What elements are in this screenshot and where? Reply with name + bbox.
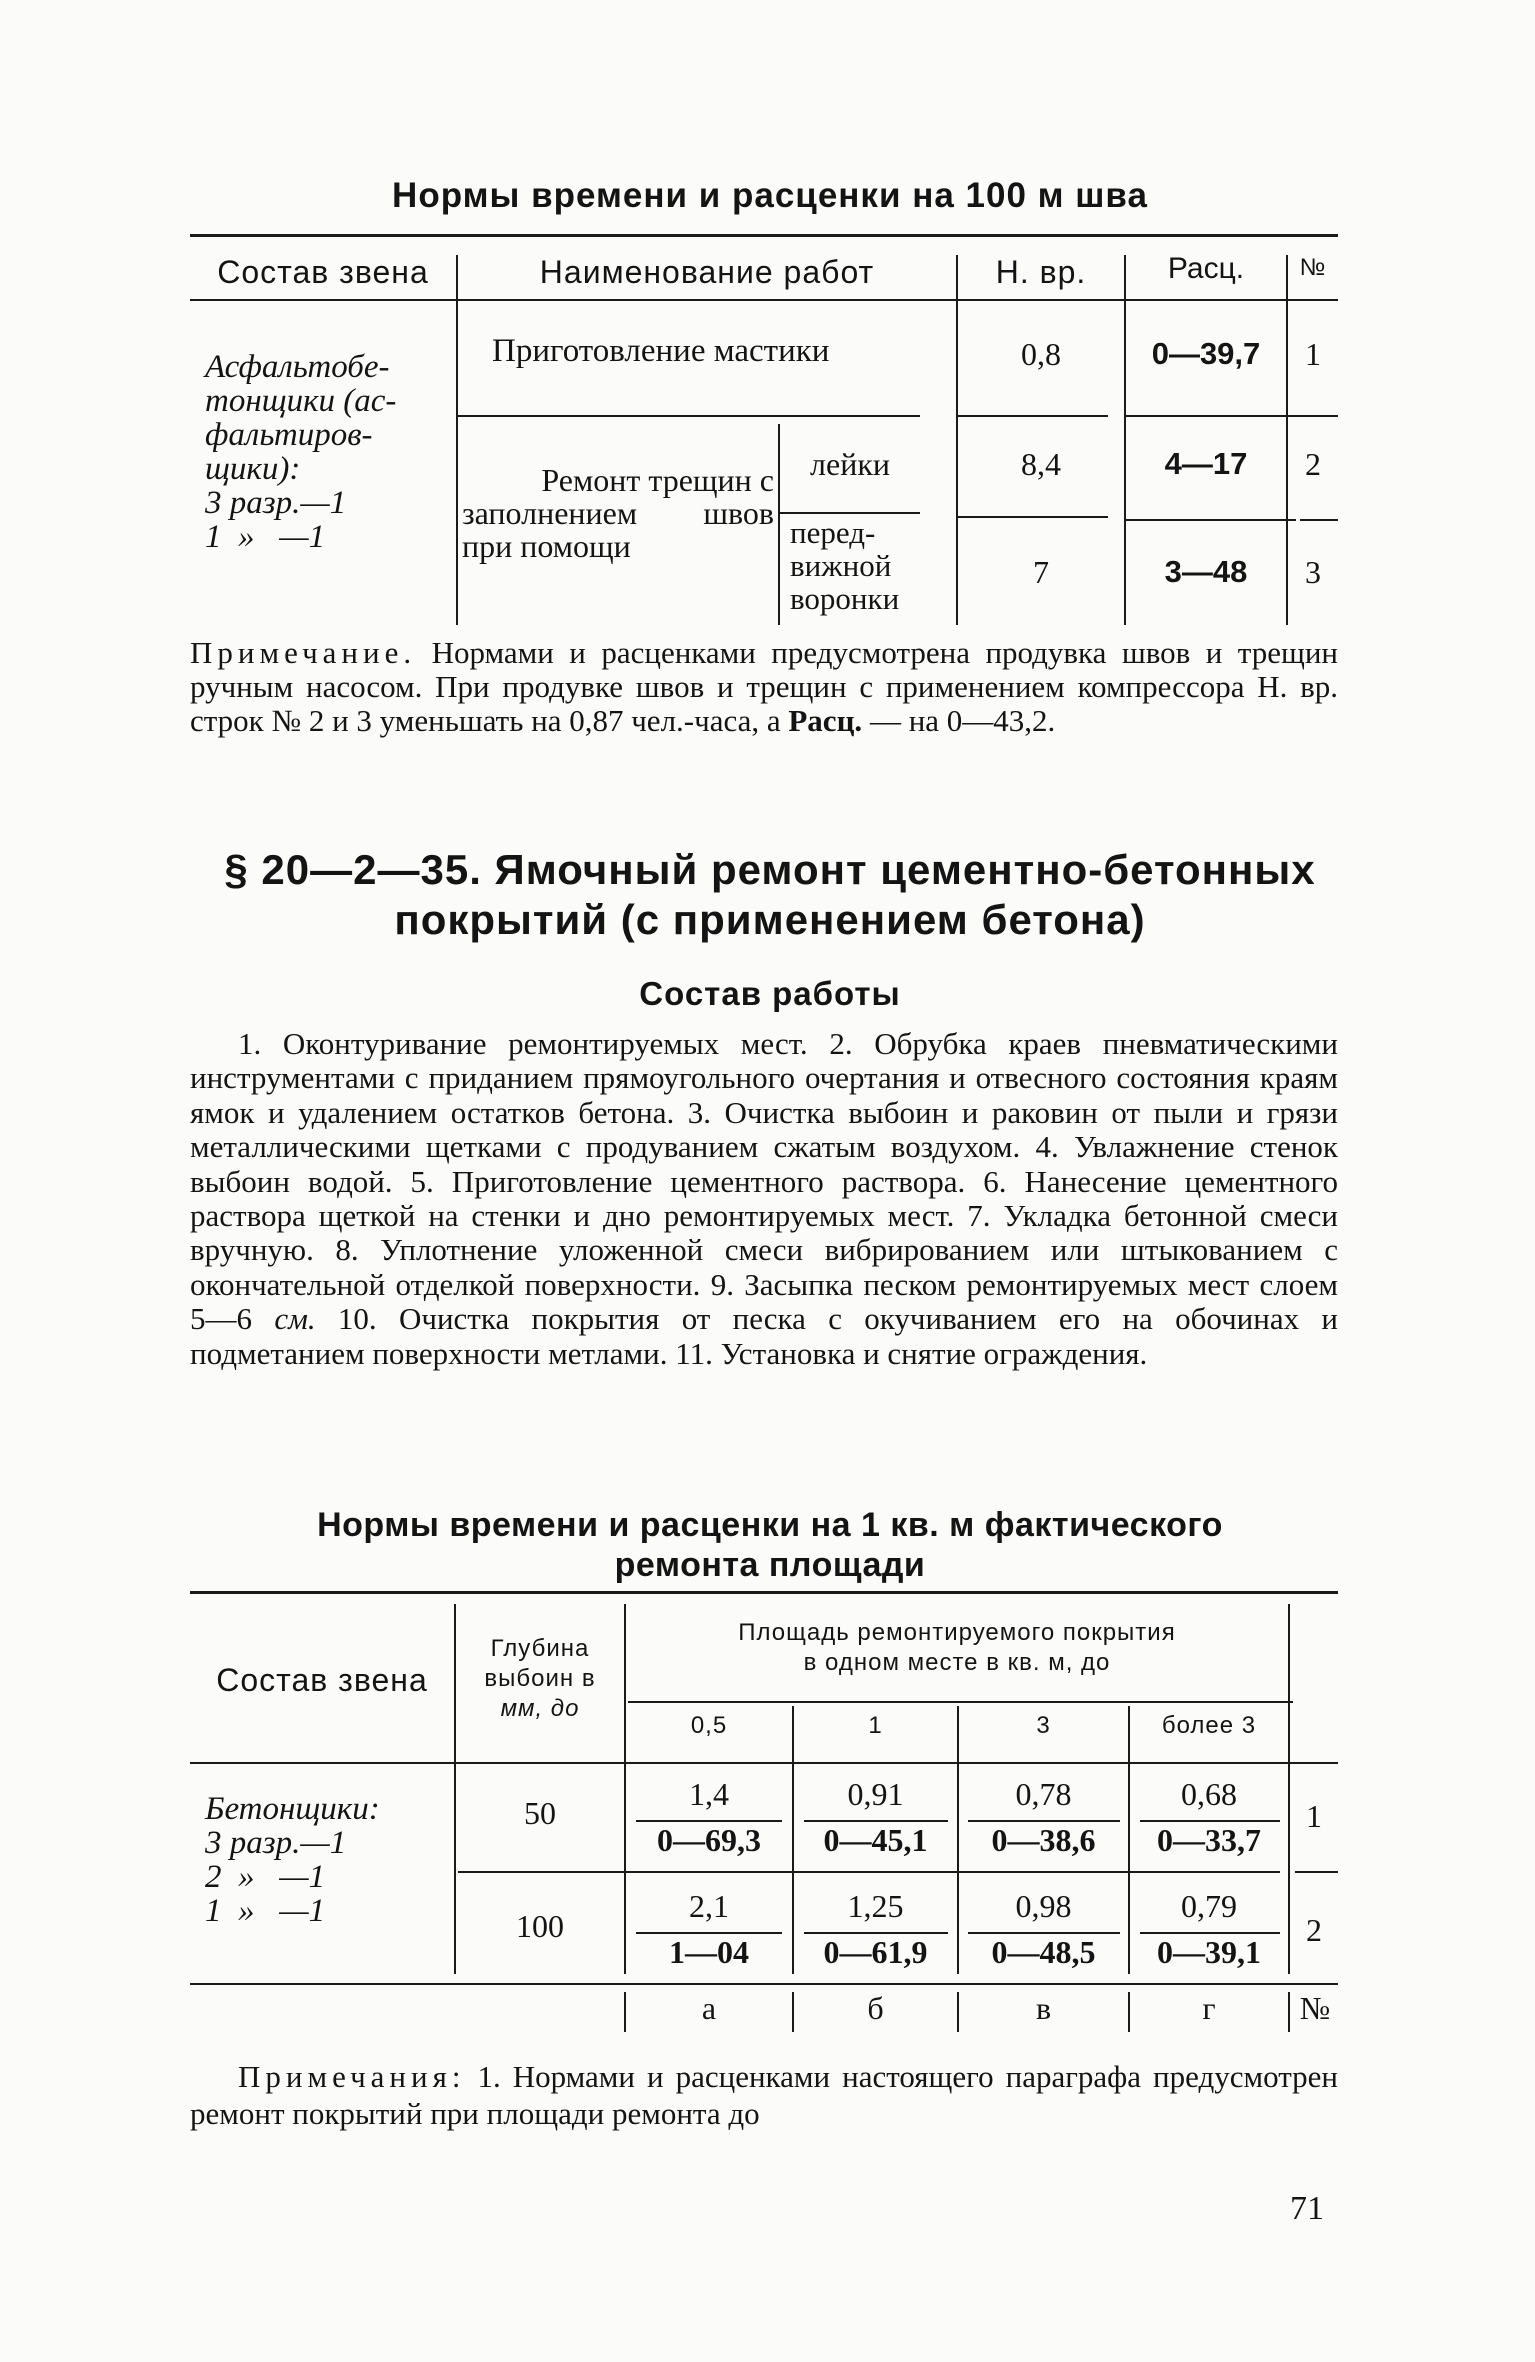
table2-cell: 0—61,9: [823, 1934, 928, 1970]
page-number: 71: [1290, 2190, 1324, 2227]
table1-row2b-nvr: 7: [1033, 554, 1049, 590]
table2-header-area: Площадь ремонтируемого покрытия в одном месте в кв. м, до: [738, 1619, 1176, 1676]
table1-row1-no: 1: [1305, 336, 1321, 372]
table1-subrow-rule: [780, 512, 920, 514]
table1-header-no: №: [1299, 254, 1327, 281]
table2-cell: 0—38,6: [991, 1822, 1096, 1858]
table1-row1-nvr: 0,8: [1021, 336, 1061, 372]
table1-crew: Асфальтобе- тонщики (ас- фальтиров- щики): 3 разр.—1 1 » —1: [205, 349, 397, 555]
table2-header-rule: [190, 1762, 1338, 1764]
table2-col-letter: г: [1202, 1990, 1216, 2026]
table2-header-depth: Глубина выбоин в мм, до: [484, 1635, 596, 1722]
table2-cell: 1—04: [669, 1934, 749, 1970]
table2-cell: 0,91: [847, 1776, 904, 1812]
table2-cell: 1,4: [689, 1776, 729, 1812]
table2-cell: 0,98: [1015, 1888, 1072, 1924]
table1-row2a-rasc: 4—17: [1164, 446, 1248, 481]
table2-col-letter: б: [867, 1990, 884, 2026]
table1-note: Примечание. Нормами и расценками предусмотрена продувка швов и трещин ручным насосом. При продувке швов и трещин с применением компрессора Н. вр. строк № 2 и 3 уменьшать на 0,87 чел.-часа, а Расц. — на 0—43,2.: [190, 635, 1338, 738]
table2-top-rule: [190, 1591, 1338, 1594]
table2-cell: 1,25: [847, 1888, 904, 1924]
table2-row2-no: 2: [1306, 1912, 1322, 1948]
table2-header-crew: Состав звена: [216, 1662, 428, 1698]
table2-cell: 2,1: [689, 1888, 729, 1924]
table2-header-col-d: более 3: [1161, 1712, 1257, 1739]
table2-col-letter: а: [701, 1990, 717, 2026]
composition-title: Состав работы: [639, 975, 901, 1012]
table2-row1-no: 1: [1306, 1798, 1322, 1834]
table2-crew: Бетонщики: 3 разр.—1 2 » —1 1 » —1: [205, 1791, 380, 1929]
table2-cell: 0—69,3: [657, 1822, 761, 1858]
table1-header-nvr: Н. вр.: [995, 254, 1087, 290]
table2-notes: Примечания: 1. Нормами и расценками настоящего параграфа предусмотрен ремонт покрытий при площади ремонта до: [190, 2059, 1338, 2131]
table1-header-rule: [190, 299, 1338, 301]
table2-row2-depth: 100: [516, 1908, 564, 1944]
table1-row2b-no: 3: [1305, 554, 1321, 590]
table2-cell: 0,68: [1181, 1776, 1237, 1812]
table1-header-rasc: Расц.: [1167, 252, 1245, 285]
table1-row1-rasc: 0—39,7: [1151, 336, 1261, 371]
table2-cell: 0,78: [1015, 1776, 1072, 1812]
table2-row-rule: [458, 1871, 1280, 1873]
table2-area-rule: [628, 1701, 1293, 1703]
table2-cell: 0—48,5: [991, 1934, 1096, 1970]
table2-col-letter: в: [1035, 1990, 1052, 2026]
table1-row1-work: Приготовление мастики: [492, 333, 830, 369]
table1-row2a-no: 2: [1305, 446, 1321, 482]
table1-row2b-label: перед- вижной воронки: [790, 515, 900, 616]
table1-row2b-rasc: 3—48: [1164, 554, 1248, 589]
table1-col-rule: [456, 255, 458, 625]
table2-header-col-a: 0,5: [690, 1712, 728, 1739]
table1-header-work: Наименование работ: [539, 254, 875, 290]
table1-row2a-nvr: 8,4: [1021, 446, 1061, 482]
table1-row2a-label: лейки: [810, 446, 890, 482]
table2-row1-depth: 50: [524, 1795, 556, 1831]
composition-text: 1. Оконтуривание ремонтируемых мест. 2. Обрубка краев пневматическими инструментами с приданием прямоугольного очертания и отвесного состояния краям ямок и удалением остатков бетона. 3. Очистка выбоин и раковин от пыли и грязи металлическими щетками с продуванием сжатым воздухом. 4. Увлажнение стенок выбоин водой. 5. Приготовление цементного раствора. 6. Нанесение цементного раствора щеткой на стенки и дно ремонтируемых мест. 7. Укладка бетонной смеси вручную. 8. Уплотнение уложенной смеси вибрированием или штыкованием с окончательной отделкой поверхности. 9. Засыпка песком ремонтируемых мест слоем 5—6 см. 10. Очистка покрытия от песка с окучиванием его на обочинах и подметанием поверхности метлами. 11. Установка и снятие ограждения.: [190, 1026, 1339, 1371]
table1-header-crew: Состав звена: [217, 254, 429, 290]
table1-top-rule: [190, 234, 1338, 237]
table1-row-rule: [458, 415, 920, 417]
table2-header-col-b: 1: [868, 1712, 883, 1739]
table2-cell: 0—39,1: [1157, 1934, 1261, 1970]
table2-cell: 0—45,1: [823, 1822, 928, 1858]
table2-header-col-c: 3: [1036, 1712, 1051, 1739]
table2-title: Нормы времени и расценки на 1 кв. м фактического ремонта площади: [317, 1506, 1223, 1584]
table2-cell: 0—33,7: [1157, 1822, 1261, 1858]
table2-no-label: №: [1299, 1990, 1331, 2026]
section-title: § 20—2—35. Ямочный ремонт цементно-бетонных покрытий (с применением бетона): [224, 846, 1316, 943]
table1-row2-work: Ремонт трещин с заполнением швов при помощи: [462, 462, 774, 564]
table1-title: Нормы времени и расценки на 100 м шва: [392, 176, 1148, 215]
table2-bottom-rule: [190, 1983, 1338, 1985]
table2-cell: 0,79: [1181, 1888, 1237, 1924]
